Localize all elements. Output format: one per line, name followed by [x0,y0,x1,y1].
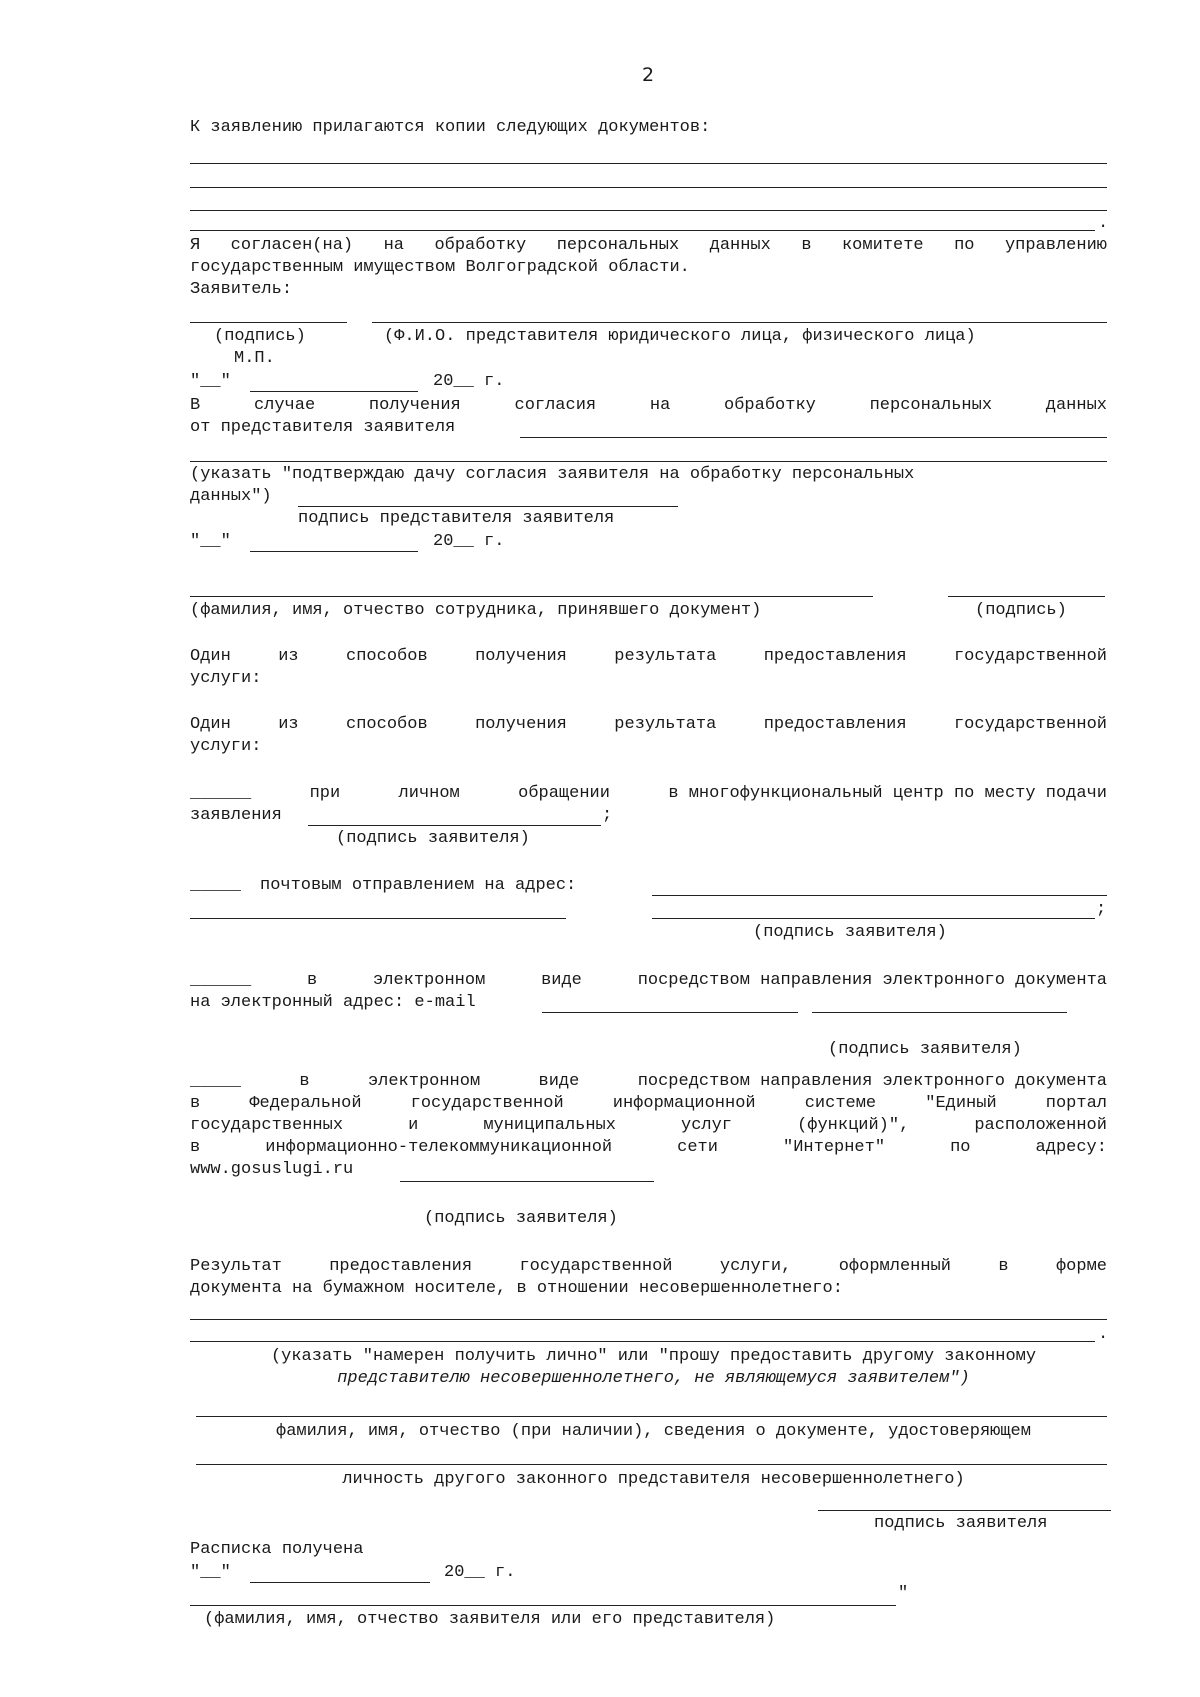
rep-consent-line-full[interactable] [190,461,1107,462]
signature-caption: (подпись) [214,327,306,346]
result-fio-line-2[interactable] [196,1464,1107,1465]
consent-line-2: государственным имуществом Волгоградской области. [190,258,690,277]
result-period: . [1098,1325,1109,1344]
postal-option-text: почтовым отправлением на адрес: [260,876,577,895]
rep-date-month-line[interactable] [250,551,418,552]
result-caption-2: представителю несовершеннолетнего, не являющемуся заявителем") [337,1369,970,1388]
personal-signature-caption: (подпись заявителя) [336,829,530,848]
date-year: 20__ г. [433,372,505,391]
result-line-fill-2[interactable] [190,1341,1095,1342]
result-signature-caption: подпись заявителя [874,1514,1048,1533]
rep-consent-line-1: В случае получения согласия на обработку персональных данных [190,396,1107,415]
postal-address-line-2[interactable] [190,918,566,919]
method2-line-2: услуги: [190,737,262,756]
date-day: "__" [190,372,231,391]
rep-signature-line[interactable] [298,506,678,507]
method1-line-1: Один из способов получения результата предоставления государственной [190,647,1107,666]
email-option-line-1: ______ в электронном виде посредством направления электронного документа [190,971,1107,990]
postal-option-checkbox[interactable]: _____ [190,876,242,895]
receipt-date-day: "__" [190,1563,231,1582]
rep-consent-line-2: от представителя заявителя [190,418,456,437]
receipt-label: Расписка получена [190,1540,364,1559]
date-month-line[interactable] [250,391,418,392]
portal-option-line-3: государственных и муниципальных услуг (функций)", расположенной [190,1116,1107,1135]
employee-signature-line[interactable] [948,596,1105,597]
postal-signature-caption: (подпись заявителя) [753,923,947,942]
result-line-fill-1[interactable] [190,1319,1107,1320]
consent-line-1: Я согласен(на) на обработку персональных данных в комитете по управлению [190,236,1107,255]
portal-option-line-2: в Федеральной государственной информационной системе "Единый портал [190,1094,1107,1113]
portal-signature-line[interactable] [400,1181,654,1182]
rep-date-year: 20__ г. [433,532,505,551]
employee-fio-line[interactable] [190,596,873,597]
attachment-line-4[interactable] [190,230,1095,231]
email-signature-caption: (подпись заявителя) [828,1040,1022,1059]
receipt-date-month-line[interactable] [250,1582,430,1583]
rep-consent-fill-line[interactable] [520,437,1107,438]
portal-option-line-1: _____ в электронном виде посредством направления электронного документа [190,1072,1107,1091]
portal-option-checkbox[interactable]: _____ [190,1072,242,1091]
employee-signature-caption: (подпись) [975,601,1067,620]
result-fio-caption-2: личность другого законного представителя несовершеннолетнего) [342,1470,965,1489]
page-number: 2 [642,64,655,86]
receipt-date-year: 20__ г. [444,1563,516,1582]
attachment-line-2[interactable] [190,187,1107,188]
portal-option-line-4: в информационно-телекоммуникационной сети "Интернет" по адресу: [190,1138,1107,1157]
email-signature-line[interactable] [812,1012,1067,1013]
portal-url: www.gosuslugi.ru [190,1160,354,1179]
attachment-line-3[interactable] [190,210,1107,211]
stamp-mark: М.П. [234,349,275,368]
result-line-2: документа на бумажном носителе, в отношении несовершеннолетнего: [190,1279,843,1298]
receipt-fio-caption: (фамилия, имя, отчество заявителя или его представителя) [204,1610,776,1629]
applicant-label: Заявитель: [190,280,293,299]
postal-signature-line[interactable] [652,918,1095,919]
fio-caption: (Ф.И.О. представителя юридического лица, физического лица) [384,327,976,346]
email-address-line[interactable] [542,1012,798,1013]
personal-signature-line[interactable] [308,825,601,826]
applicant-fio-line[interactable] [372,322,1107,323]
attachment-period: . [1098,214,1109,233]
result-signature-line[interactable] [818,1510,1111,1511]
postal-semicolon: ; [1096,900,1107,919]
method1-line-2: услуги: [190,669,262,688]
attachment-line-1[interactable] [190,163,1107,164]
postal-address-line-1[interactable] [652,895,1107,896]
personal-option-checkbox[interactable]: ______ [190,784,252,803]
receipt-fio-line[interactable] [190,1605,896,1606]
employee-fio-caption: (фамилия, имя, отчество сотрудника, принявшего документ) [190,601,762,620]
method2-line-1: Один из способов получения результата предоставления государственной [190,715,1107,734]
rep-signature-caption: подпись представителя заявителя [298,509,615,528]
rep-date-day: "__" [190,532,231,551]
rep-consent-caption-1: (указать "подтверждаю дачу согласия заявителя на обработку персональных [190,465,915,484]
result-fio-line-1[interactable] [196,1416,1107,1417]
personal-semicolon: ; [602,806,613,825]
result-line-1: Результат предоставления государственной услуги, оформленный в форме [190,1257,1107,1276]
attachments-intro: К заявлению прилагаются копии следующих документов: [190,118,711,137]
rep-consent-caption-2: данных") [190,487,272,506]
email-option-line-2: на электронный адрес: e-mail [190,993,476,1012]
portal-signature-caption: (подпись заявителя) [424,1209,618,1228]
personal-option-line-1: ______ при личном обращении в многофункциональный центр по месту подачи [190,784,1107,803]
result-caption-1: (указать "намерен получить лично" или "прошу предоставить другому законному [270,1347,1037,1366]
receipt-quote-close: " [898,1584,909,1603]
email-option-checkbox[interactable]: ______ [190,971,252,990]
applicant-signature-line[interactable] [190,322,347,323]
personal-option-line-2: заявления [190,806,282,825]
result-fio-caption-1: фамилия, имя, отчество (при наличии), сведения о документе, удостоверяющем [276,1422,1031,1441]
